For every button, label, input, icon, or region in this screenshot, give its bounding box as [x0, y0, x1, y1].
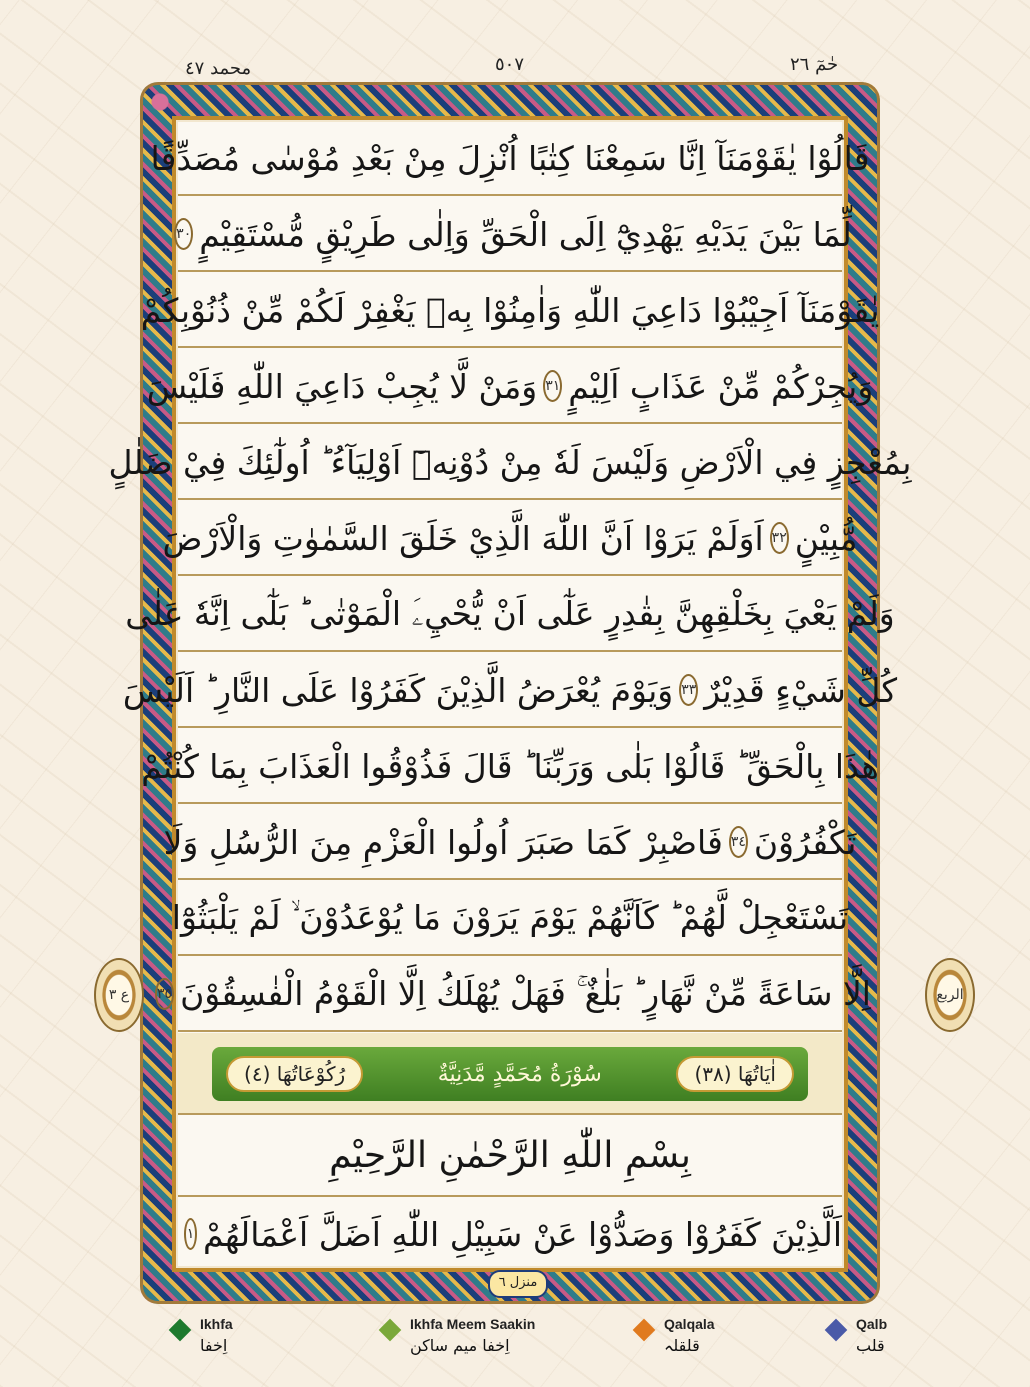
verse-line [141, 730, 879, 804]
verse-text: اَلَّذِيْنَ كَفَرُوْا وَصَدُّوْا عَنْ سَبِيْلِ اللّٰهِ اَضَلَّ اَعْمَالَهُمْ [203, 1214, 842, 1254]
ruku-count-label: رُكُوْعَاتُهَا (٤) [226, 1056, 363, 1092]
surah-title: سُوْرَةُ مُحَمَّدٍ مَّدَنِيَّةٌ [437, 1061, 602, 1087]
blue-diamond-icon [825, 1319, 848, 1342]
verse-line [146, 350, 874, 424]
ayat-count-label: اٰيَاتُهَا (٣٨) [676, 1056, 794, 1092]
verse-line [163, 806, 857, 880]
legend-label-urdu: قلب [856, 1336, 885, 1355]
verse-text: وَمَنْ لَّا يُجِبْ دَاعِيَ اللّٰهِ فَلَيْسَ [146, 366, 538, 406]
ayah-number: ٣٠ [174, 218, 193, 250]
surah-header-band [178, 1033, 842, 1115]
verse-text: هٰذَا بِالْحَقِّ ؕ قَالُوْا بَلٰى وَرَبِّنَا ؕ قَالَ فَذُوْقُوا الْعَذَابَ بِمَا كُنْتُمْ [141, 746, 879, 786]
ayah-number: ٣٥ [155, 978, 174, 1010]
tajweed-legend [0, 1312, 1030, 1382]
ayah-number: ٣٢ [770, 522, 789, 554]
verse-text: اِلَّا سَاعَةً مِّنْ نَّهَارٍ ؕ بَلٰغٌ ۚ فَهَلْ يُهْلَكُ اِلَّا الْقَوْمُ الْفٰسِقُوْنَ [180, 974, 871, 1013]
verse-text: يٰقَوْمَنَآ اَجِيْبُوْا دَاعِيَ اللّٰهِ وَاٰمِنُوْا بِهٖ يَغْفِرْ لَكُمْ مِّنْ ذُنُوْبِكُمْ [140, 290, 880, 330]
ayah-number: ٣٣ [679, 674, 698, 706]
legend-label: Qalqala [664, 1316, 715, 1332]
bismillah-line [178, 1115, 842, 1197]
legend-label: Ikhfa Meem Saakin [410, 1316, 536, 1332]
juz-name-header: حٰمٓ ٢٦ [790, 54, 839, 75]
verse-line [162, 502, 858, 576]
legend-label: Ikhfa [200, 1316, 233, 1332]
orange-diamond-icon [633, 1319, 656, 1342]
page-number: ٥٠٧ [495, 54, 525, 75]
quarter-marker-right: الربع [925, 958, 975, 1032]
verse-line [108, 426, 912, 500]
bismillah-text: بِسْمِ اللّٰهِ الرَّحْمٰنِ الرَّحِيْمِ [329, 1134, 691, 1176]
legend-label-urdu: اِخفا میم ساکن [410, 1336, 510, 1355]
verse-line [171, 882, 849, 956]
ayah-number: ٣٤ [729, 826, 748, 858]
verse-text: قَالُوْا يٰقَوْمَنَآ اِنَّا سَمِعْنَا كِتٰبًا اُنْزِلَ مِنْ بَعْدِ مُوْسٰى مُصَدِّقًا [150, 138, 870, 178]
verse-text: اَوَلَمْ يَرَوْا اَنَّ اللّٰهَ الَّذِيْ خَلَقَ السَّمٰوٰتِ وَالْاَرْضَ [162, 518, 764, 558]
verse-text: مُّبِيْنٍ [794, 518, 858, 558]
verse-text: وَيَوْمَ يُعْرَضُ الَّذِيْنَ كَفَرُوْا عَلَى النَّارِ ؕ اَلَيْسَ [122, 670, 674, 710]
verse-line [157, 958, 871, 1032]
verse-text: وَلَمْ يَعْيَ بِخَلْقِهِنَّ بِقٰدِرٍ عَلٰٓى اَنْ يُّحْيِۦَ الْمَوْتٰى ؕ بَلٰٓى اِنَّهٗ عَلٰى [125, 594, 895, 633]
verse-line [178, 1197, 842, 1271]
legend-label-urdu: قلقلہ [664, 1336, 700, 1355]
legend-label-urdu: اِخفا [200, 1336, 228, 1355]
ruku-marker-left: ع ٣ [94, 958, 144, 1032]
legend-label: Qalb [856, 1316, 888, 1332]
verse-line [122, 654, 898, 728]
light-green-diamond-icon [379, 1319, 402, 1342]
verse-text: تَكْفُرُوْنَ [753, 822, 857, 862]
verse-text: كُلِّ شَيْءٍ قَدِيْرٌ [704, 670, 898, 710]
verse-line [150, 122, 870, 196]
verse-text: بِمُعْجِزٍ فِي الْاَرْضِ وَلَيْسَ لَهٗ مِنْ دُوْنِهٖٓ اَوْلِيَآءُ ؕ اُولٰٓئِكَ فِيْ ضَلٰلٍ [108, 442, 912, 482]
surah-header-cartouche [212, 1047, 808, 1101]
verse-text: تَسْتَعْجِلْ لَّهُمْ ؕ كَاَنَّهُمْ يَوْمَ يَرَوْنَ مَا يُوْعَدُوْنَ ۙ لَمْ يَلْبَثُوْٓا [171, 898, 849, 937]
verse-text: فَاصْبِرْ كَمَا صَبَرَ اُولُوا الْعَزْمِ مِنَ الرُّسُلِ وَلَا [163, 822, 723, 862]
ayah-number: ١ [184, 1218, 197, 1250]
verse-text: وَيُجِرْكُمْ مِّنْ عَذَابٍ اَلِيْمٍ [568, 366, 874, 406]
ayah-number: ٣١ [543, 370, 562, 402]
green-diamond-icon [169, 1319, 192, 1342]
manzil-label: منزل ٦ [488, 1270, 548, 1298]
verse-line [125, 578, 895, 652]
verse-text: لِّمَا بَيْنَ يَدَيْهِ يَهْدِيْٓ اِلَى الْحَقِّ وَاِلٰى طَرِيْقٍ مُّسْتَقِيْمٍ [199, 214, 852, 254]
verse-line [176, 198, 852, 272]
surah-name-header: محمد ٤٧ [185, 58, 252, 79]
verse-line [140, 274, 880, 348]
